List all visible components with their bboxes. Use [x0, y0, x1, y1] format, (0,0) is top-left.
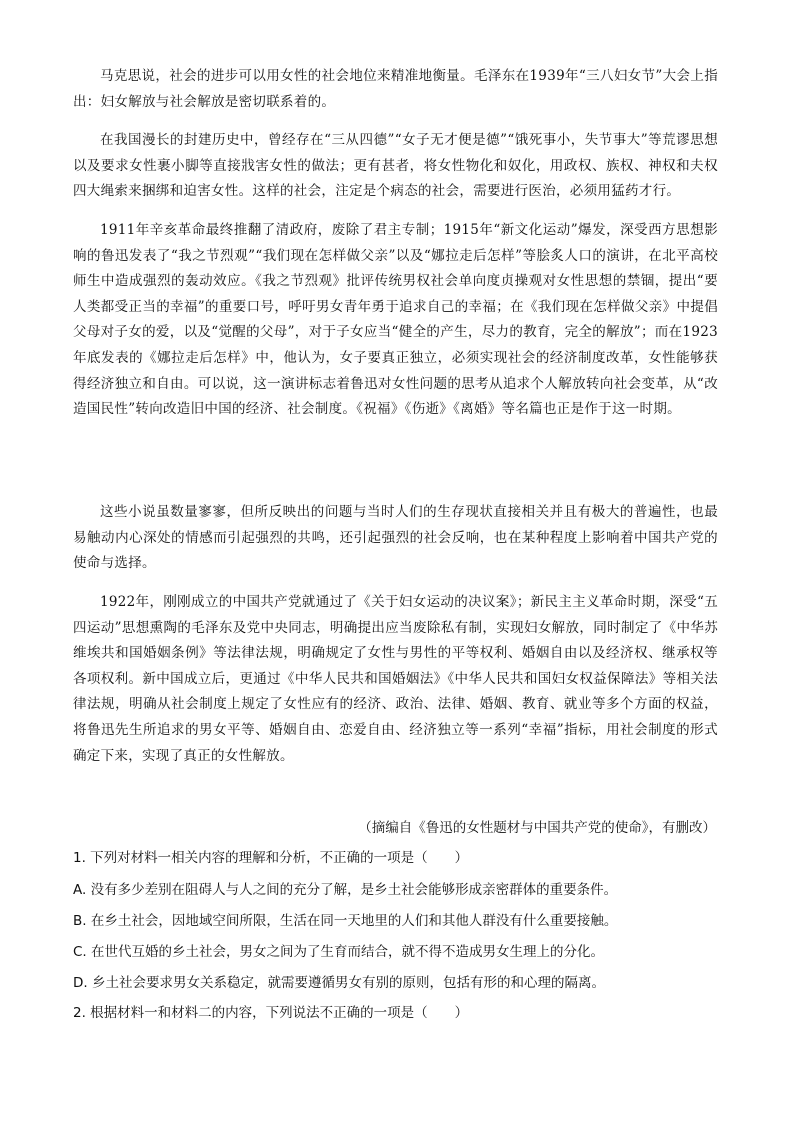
paragraph-marx: 马克思说，社会的进步可以用女性的社会地位来精准地衡量。毛泽东在1939年“三八妇女节”大会上指出：妇女解放与社会解放是密切联系着的。: [73, 68, 718, 110]
paragraph-luxun-speeches: 1911年辛亥革命最终推翻了清政府，废除了君主专制；1915年“新文化运动”爆发，深受西方思想影响的鲁迅发表了“我之节烈观”“我们现在怎样做父亲”以及“娜拉走后怎样”等脍炙人口的演讲，在北平高校师生中造成强烈的轰动效应。《我之节烈观》批评传统男权社会单向度贞操观对女性思想的禁锢，提出“要人类都受正当的幸福”的重要口号，呼吁男女青年勇于追求自己的幸福；在《我们现在怎样做父亲》中提倡父母对子女的爱，以及“觉醒的父母”，对于子女应当“健全的产生，尽力的教育，完全的解放”；而在1923年底发表的《娜拉走后怎样》中，他认为，女子要真正独立，必须实现社会的经济制度改革，女性能够获得经济独立和自由。可以说，这一演讲标志着鲁迅对女性问题的思考从追求个人解放转向社会变革，从“改造国民性”转向改造旧中国的经济、社会制度。《祝福》《伤逝》《离婚》等名篇也正是作于这一时期。: [73, 222, 718, 418]
question-1-option-c[interactable]: C. 在世代互婚的乡土社会，男女之间为了生育而结合，就不得不造成男女生理上的分化。: [73, 944, 605, 960]
question-1-stem: 1. 下列对材料一相关内容的理解和分析，不正确的一项是（ ）: [73, 850, 469, 866]
source-note: （摘编自《鲁迅的女性题材与中国共产党的使命》，有删改）: [358, 820, 716, 836]
paragraph-novels: 这些小说虽数量寥寥，但所反映出的问题与当时人们的生存现状直接相关并且有极大的普遍性，也最易触动内心深处的情感而引起强烈的共鸣，还引起强烈的社会反响，也在某种程度上影响着中国共产党的使命与选择。: [73, 504, 718, 572]
paragraph-cpc: 1922年，刚刚成立的中国共产党就通过了《关于妇女运动的决议案》；新民主主义革命时期，深受“五四运动”思想熏陶的毛泽东及党中央同志，明确提出应当废除私有制，实现妇女解放，同时制定了《中华苏维埃共和国婚姻条例》等法律法规，明确规定了女性与男性的平等权利、婚姻自由以及经济权、继承权等各项权利。新中国成立后，更通过《中华人民共和国婚姻法》《中华人民共和国妇女权益保障法》等相关法律法规，明确从社会制度上规定了女性应有的经济、政治、法律、婚姻、教育、就业等多个方面的权益，将鲁迅先生所追求的男女平等、婚姻自由、恋爱自由、经济独立等一系列“幸福”指标，用社会制度的形式确定下来，实现了真正的女性解放。: [73, 594, 718, 764]
question-1-option-b[interactable]: B. 在乡土社会，因地域空间所限，生活在同一天地里的人们和其他人群没有什么重要接触。: [73, 913, 618, 929]
paragraph-feudal-history: 在我国漫长的封建历史中，曾经存在“三从四德”“女子无才便是德”“饿死事小，失节事大”等荒谬思想以及要求女性裹小脚等直接戕害女性的做法；更有甚者，将女性物化和奴化，用政权、族权、神权和夫权四大绳索来捆绑和迫害女性。这样的社会，注定是个病态的社会，需要进行医治，必须用猛药才行。: [73, 132, 718, 200]
question-1-option-a[interactable]: A. 没有多少差别在阻碍人与人之间的充分了解，是乡土社会能够形成亲密群体的重要条件。: [73, 882, 618, 898]
question-2-stem: 2. 根据材料一和材料二的内容，下列说法不正确的一项是（ ）: [73, 1005, 469, 1021]
question-1-option-d[interactable]: D. 乡土社会要求男女关系稳定，就需要遵循男女有别的原则，包括有形的和心理的隔离。: [73, 975, 605, 991]
